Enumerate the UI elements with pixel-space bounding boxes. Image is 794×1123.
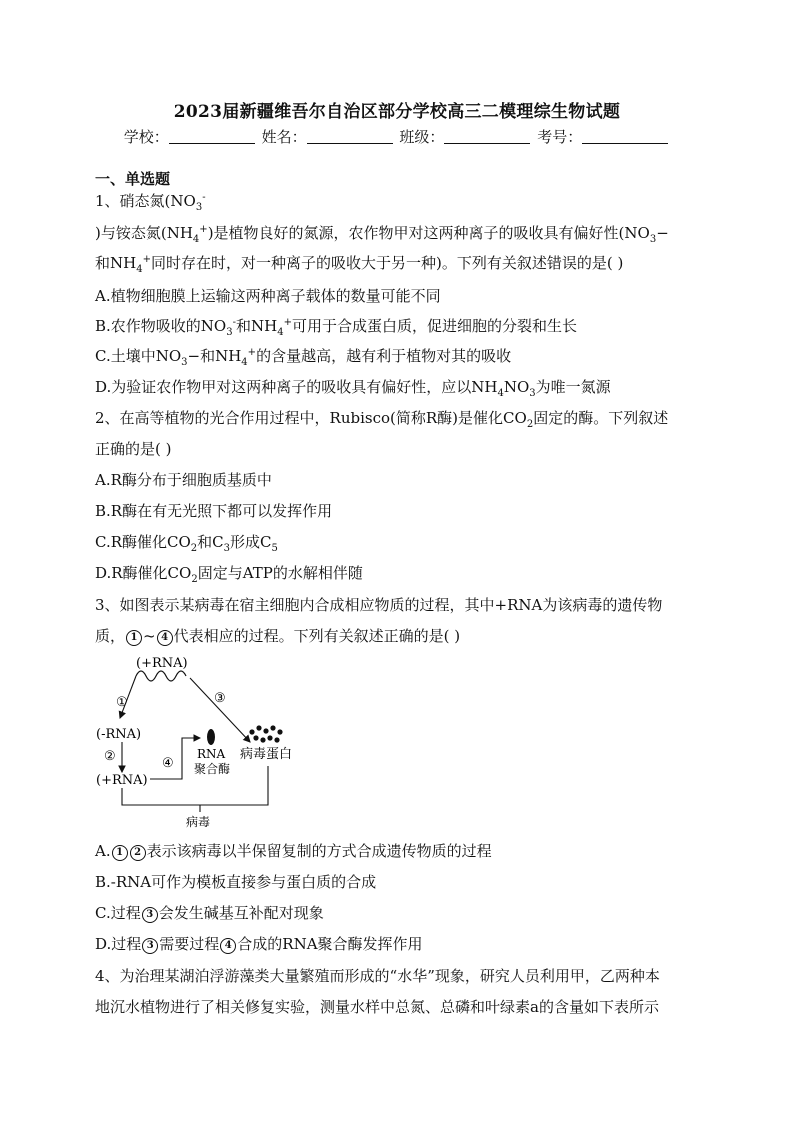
rna-polymerase-shape	[207, 729, 215, 745]
name-blank[interactable]	[307, 129, 393, 144]
virus-protein-dots	[249, 725, 282, 742]
q1-stem-line1: 1、硝态氮($NO_3^-$	[95, 192, 206, 213]
q3-stem-line1: 3、如图表示某病毒在宿主细胞内合成相应物质的过程，其中+RNA为该病毒的遗传物	[95, 596, 663, 614]
step4-label: ④	[162, 756, 174, 771]
q1-option-d: D.为验证农作物甲对这两种离子的吸收具有偏好性，应以$NH_4NO_3$为唯一氮源	[95, 378, 611, 399]
arrow-step4	[150, 738, 200, 779]
rna-polymerase-label-1: RNA	[197, 747, 226, 761]
class-label: 班级：	[399, 128, 445, 146]
plus-rna-bottom-label: (+RNA)	[96, 773, 148, 788]
q3-option-c: C.过程 3 会发生碱基互补配对现象	[95, 904, 324, 922]
q2-stem-line1: 2、在高等植物的光合作用过程中，Rubisco(简称R酶)是催化$CO_2$固定的酶。下列叙述	[95, 409, 669, 430]
virus-replication-diagram	[90, 650, 320, 835]
exam-no-label: 考号：	[537, 128, 583, 146]
arrow-step3	[190, 678, 250, 742]
q2-option-d: D.R酶催化$CO_2$固定与ATP的水解相伴随	[95, 564, 363, 585]
virus-label: 病毒	[186, 815, 211, 829]
q3-stem-line2: 质， 1 ~ 4 代表相应的过程。下列有关叙述正确的是( )	[95, 627, 461, 645]
q1-stem-line3: 和$NH_4^+$同时存在时，对一种离子的吸收大于另一种)。下列有关叙述错误的是( )	[95, 254, 624, 275]
q2-option-c: C.R酶催化$CO_2$和$C_3$形成$C_5$	[95, 533, 278, 554]
class-blank[interactable]	[444, 129, 530, 144]
q1-option-c: C.土壤中$NO_3-$和$NH_4^+$的含量越高，越有利于植物对其的吸收	[95, 347, 512, 368]
step1-label: ①	[116, 695, 128, 710]
plus-rna-top-label: (+RNA)	[136, 656, 188, 671]
q4-stem-line2: 地沉水植物进行了相关修复实验，测量水样中总氮、总磷和叶绿素a的含量如下表所示	[95, 998, 659, 1016]
q3-option-b: B.-RNA可作为模板直接参与蛋白质的合成	[95, 873, 377, 891]
school-blank[interactable]	[169, 129, 255, 144]
q1-option-b: B.农作物吸收的$NO_3^-$和$NH_4^+$可用于合成蛋白质，促进细胞的分裂和生长	[95, 317, 577, 338]
rna-polymerase-label-2: 聚合酶	[194, 762, 231, 776]
q1-option-a: A.植物细胞膜上运输这两种离子载体的数量可能不同	[95, 287, 441, 305]
name-label: 姓名：	[261, 128, 307, 146]
q2-option-a: A.R酶分布于细胞质基质中	[95, 471, 272, 489]
q2-stem-line2: 正确的是( )	[95, 440, 172, 458]
section-heading: 一、单选题	[95, 170, 171, 188]
q2-option-b: B.R酶在有无光照下都可以发挥作用	[95, 502, 333, 520]
page-title: 2023届新疆维吾尔自治区部分学校高三二模理综生物试题	[173, 102, 621, 122]
step2-label: ②	[104, 749, 116, 764]
minus-rna-label: (-RNA)	[96, 727, 142, 742]
virus-protein-label: 病毒蛋白	[240, 747, 293, 762]
q3-option-a: A. 1 2 表示该病毒以半保留复制的方式合成遗传物质的过程	[95, 842, 492, 860]
exam-no-blank[interactable]	[582, 129, 668, 144]
step3-label: ③	[214, 691, 226, 706]
q1-stem-line2: )与铵态氮$(NH_4^+)$是植物良好的氮源，农作物甲对这两种离子的吸收具有偏好性($NO_3-$	[95, 224, 669, 245]
rna-strand-wave	[136, 671, 186, 681]
q3-option-d: D.过程 3 需要过程 4 合成的RNA聚合酶发挥作用	[95, 935, 423, 953]
school-label: 学校：	[123, 128, 169, 146]
q4-stem-line1: 4、为治理某湖泊浮游藻类大量繁殖而形成的“水华”现象，研究人员利用甲，乙两种本	[95, 967, 660, 985]
student-info-line	[0, 126, 794, 147]
